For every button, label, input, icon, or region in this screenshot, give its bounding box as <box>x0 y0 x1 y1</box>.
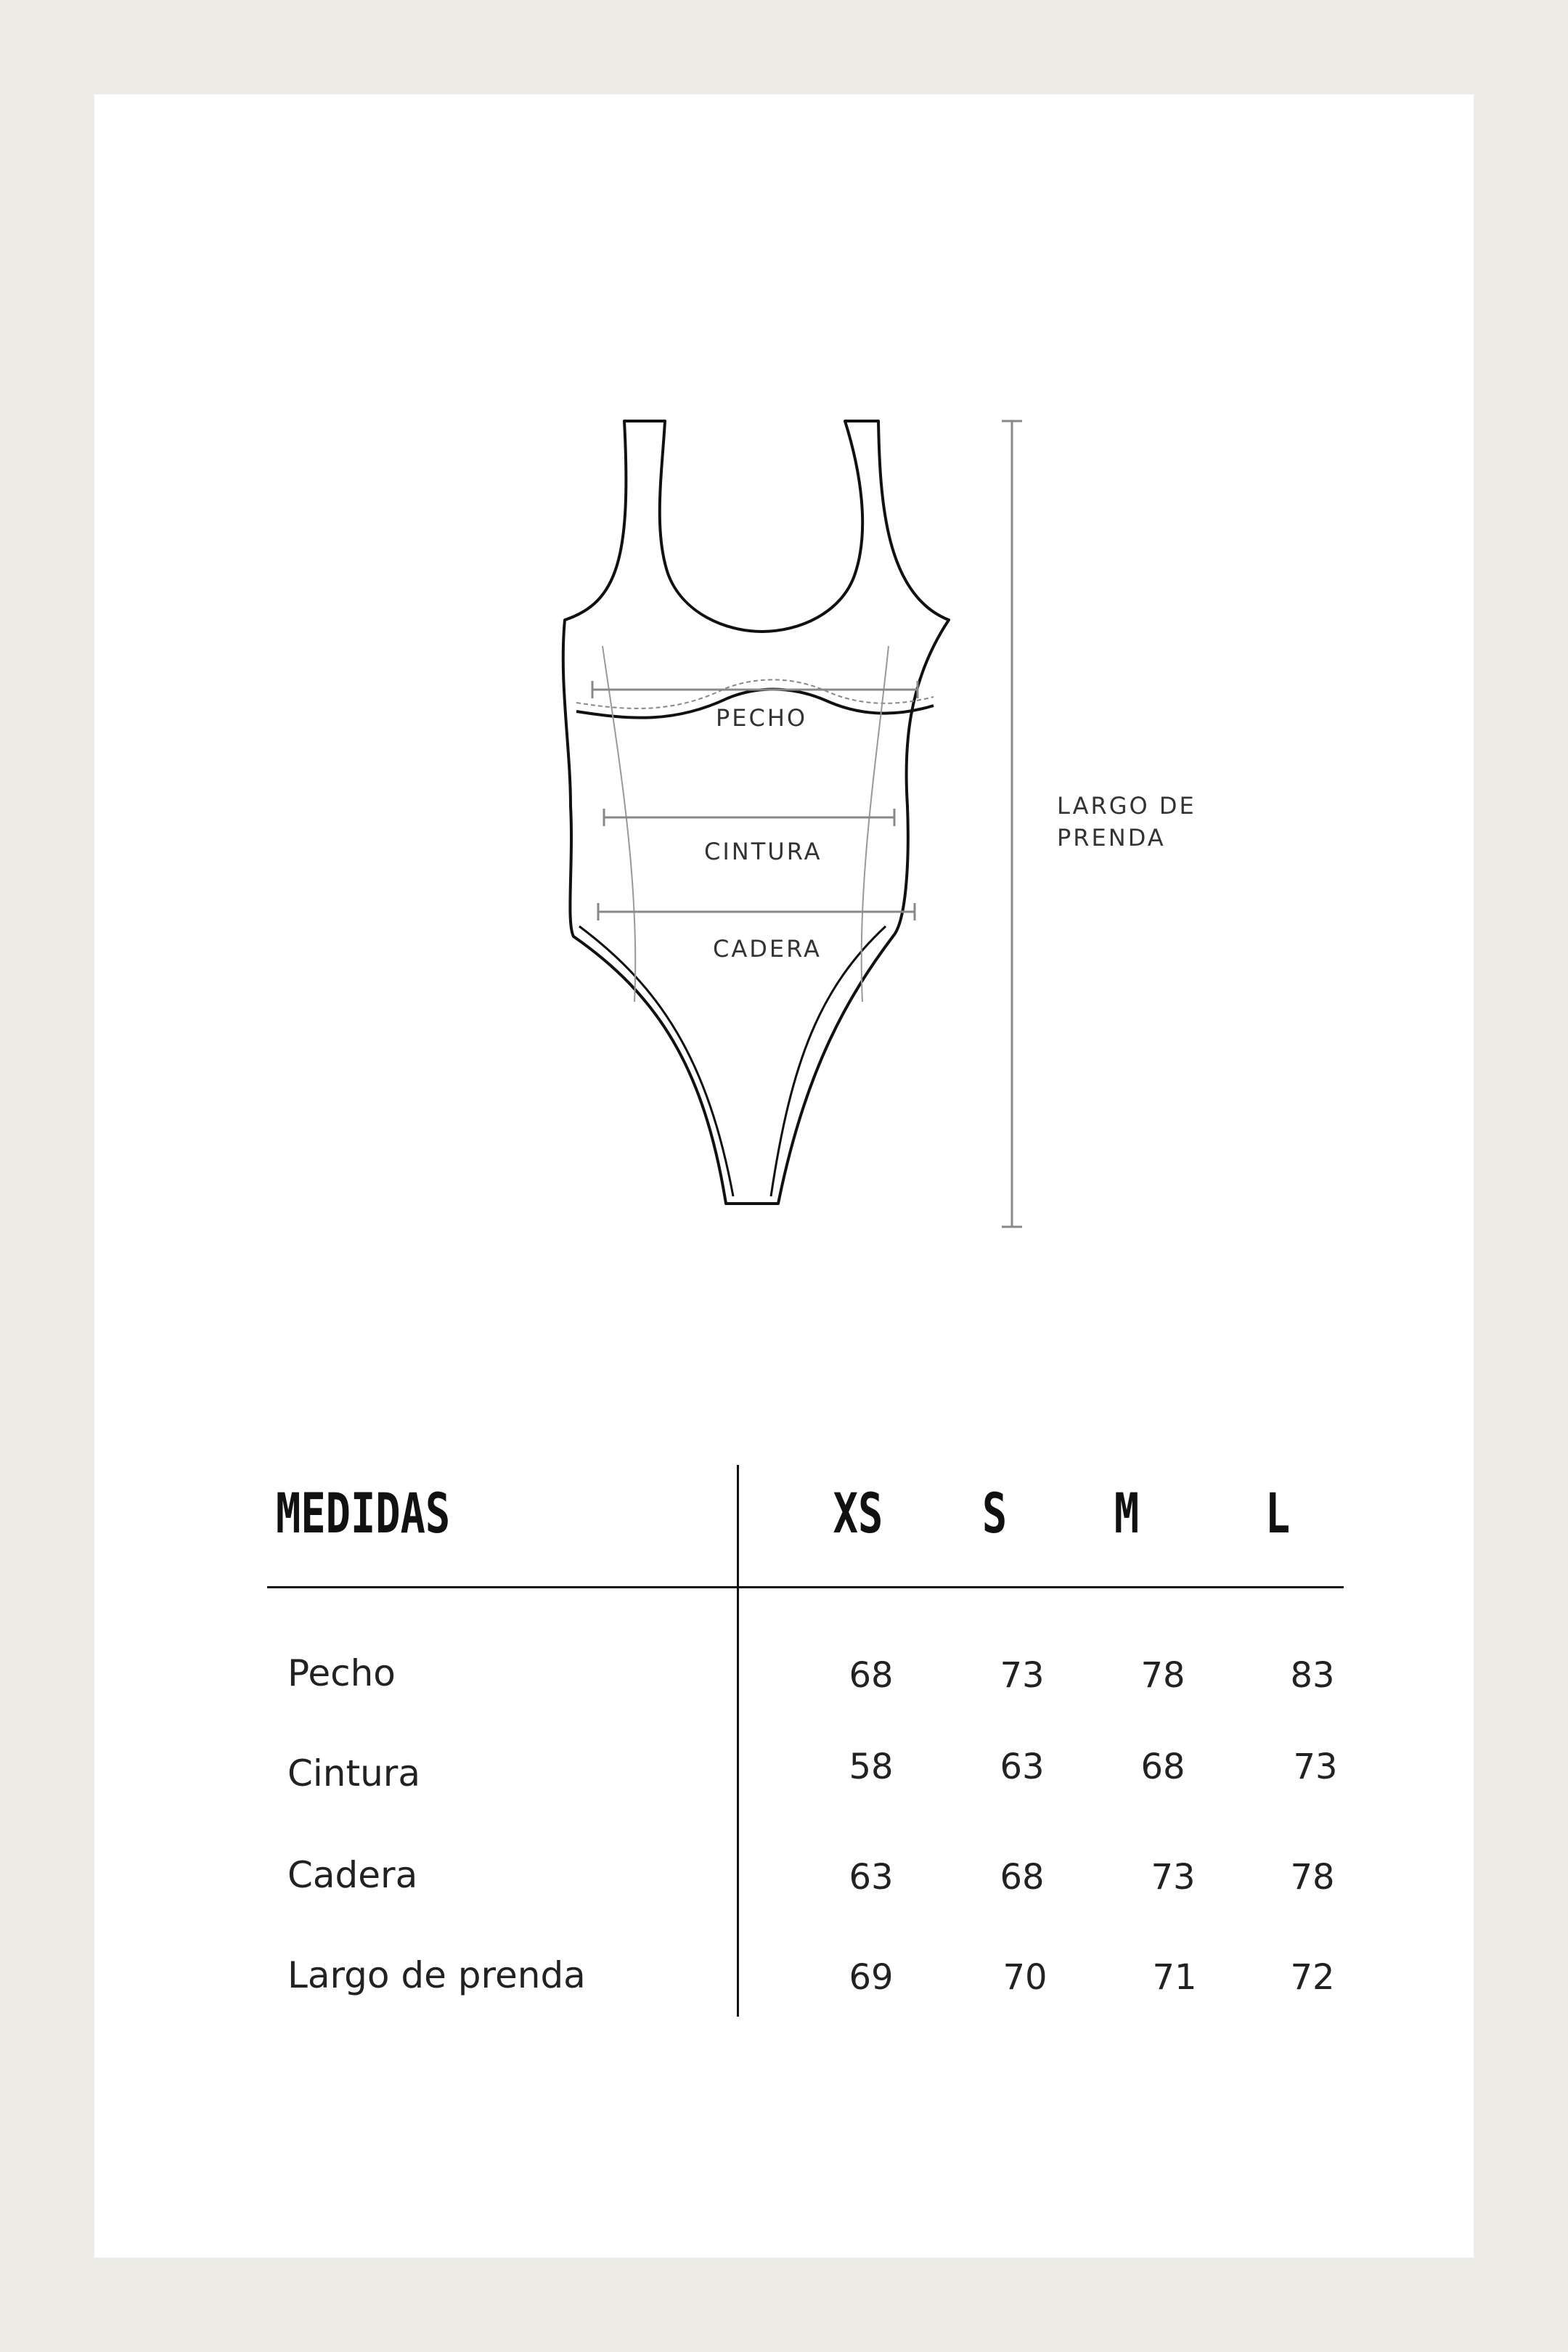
row-label-largo: Largo de prenda <box>287 1954 586 1996</box>
header-divider <box>267 1586 1344 1588</box>
pecho-label: PECHO <box>716 704 808 732</box>
table-cell: 68 <box>1140 1747 1185 1787</box>
table-cell: 63 <box>849 1857 894 1898</box>
table-cell: 58 <box>849 1747 894 1787</box>
largo-label: LARGO DE PRENDA <box>1057 792 1196 852</box>
size-header-m: M <box>1114 1481 1140 1545</box>
table-cell: 73 <box>1293 1747 1338 1787</box>
column-divider <box>737 1465 739 2017</box>
table-cell: 70 <box>1003 1957 1048 1998</box>
size-header-s: S <box>981 1481 1008 1545</box>
table-cell: 78 <box>1140 1655 1185 1696</box>
table-cell: 78 <box>1290 1857 1335 1898</box>
cintura-label: CINTURA <box>704 838 822 865</box>
table-cell: 73 <box>1000 1655 1045 1696</box>
cadera-label: CADERA <box>713 935 822 963</box>
table-cell: 69 <box>849 1957 894 1998</box>
table-title: MEDIDAS <box>276 1481 451 1545</box>
table-cell: 68 <box>1000 1857 1045 1898</box>
table-cell: 73 <box>1151 1857 1196 1898</box>
table-cell: 71 <box>1152 1957 1197 1998</box>
size-header-xs: XS <box>833 1481 883 1545</box>
table-cell: 72 <box>1290 1957 1335 1998</box>
table-cell: 68 <box>849 1655 894 1696</box>
measurements-table <box>94 94 1474 2258</box>
size-header-l: L <box>1265 1481 1291 1545</box>
row-label-cadera: Cadera <box>287 1854 418 1896</box>
row-label-cintura: Cintura <box>287 1752 420 1794</box>
table-cell: 63 <box>1000 1747 1045 1787</box>
table-cell: 83 <box>1290 1655 1335 1696</box>
row-label-pecho: Pecho <box>287 1652 396 1694</box>
size-guide-card <box>94 94 1474 2258</box>
